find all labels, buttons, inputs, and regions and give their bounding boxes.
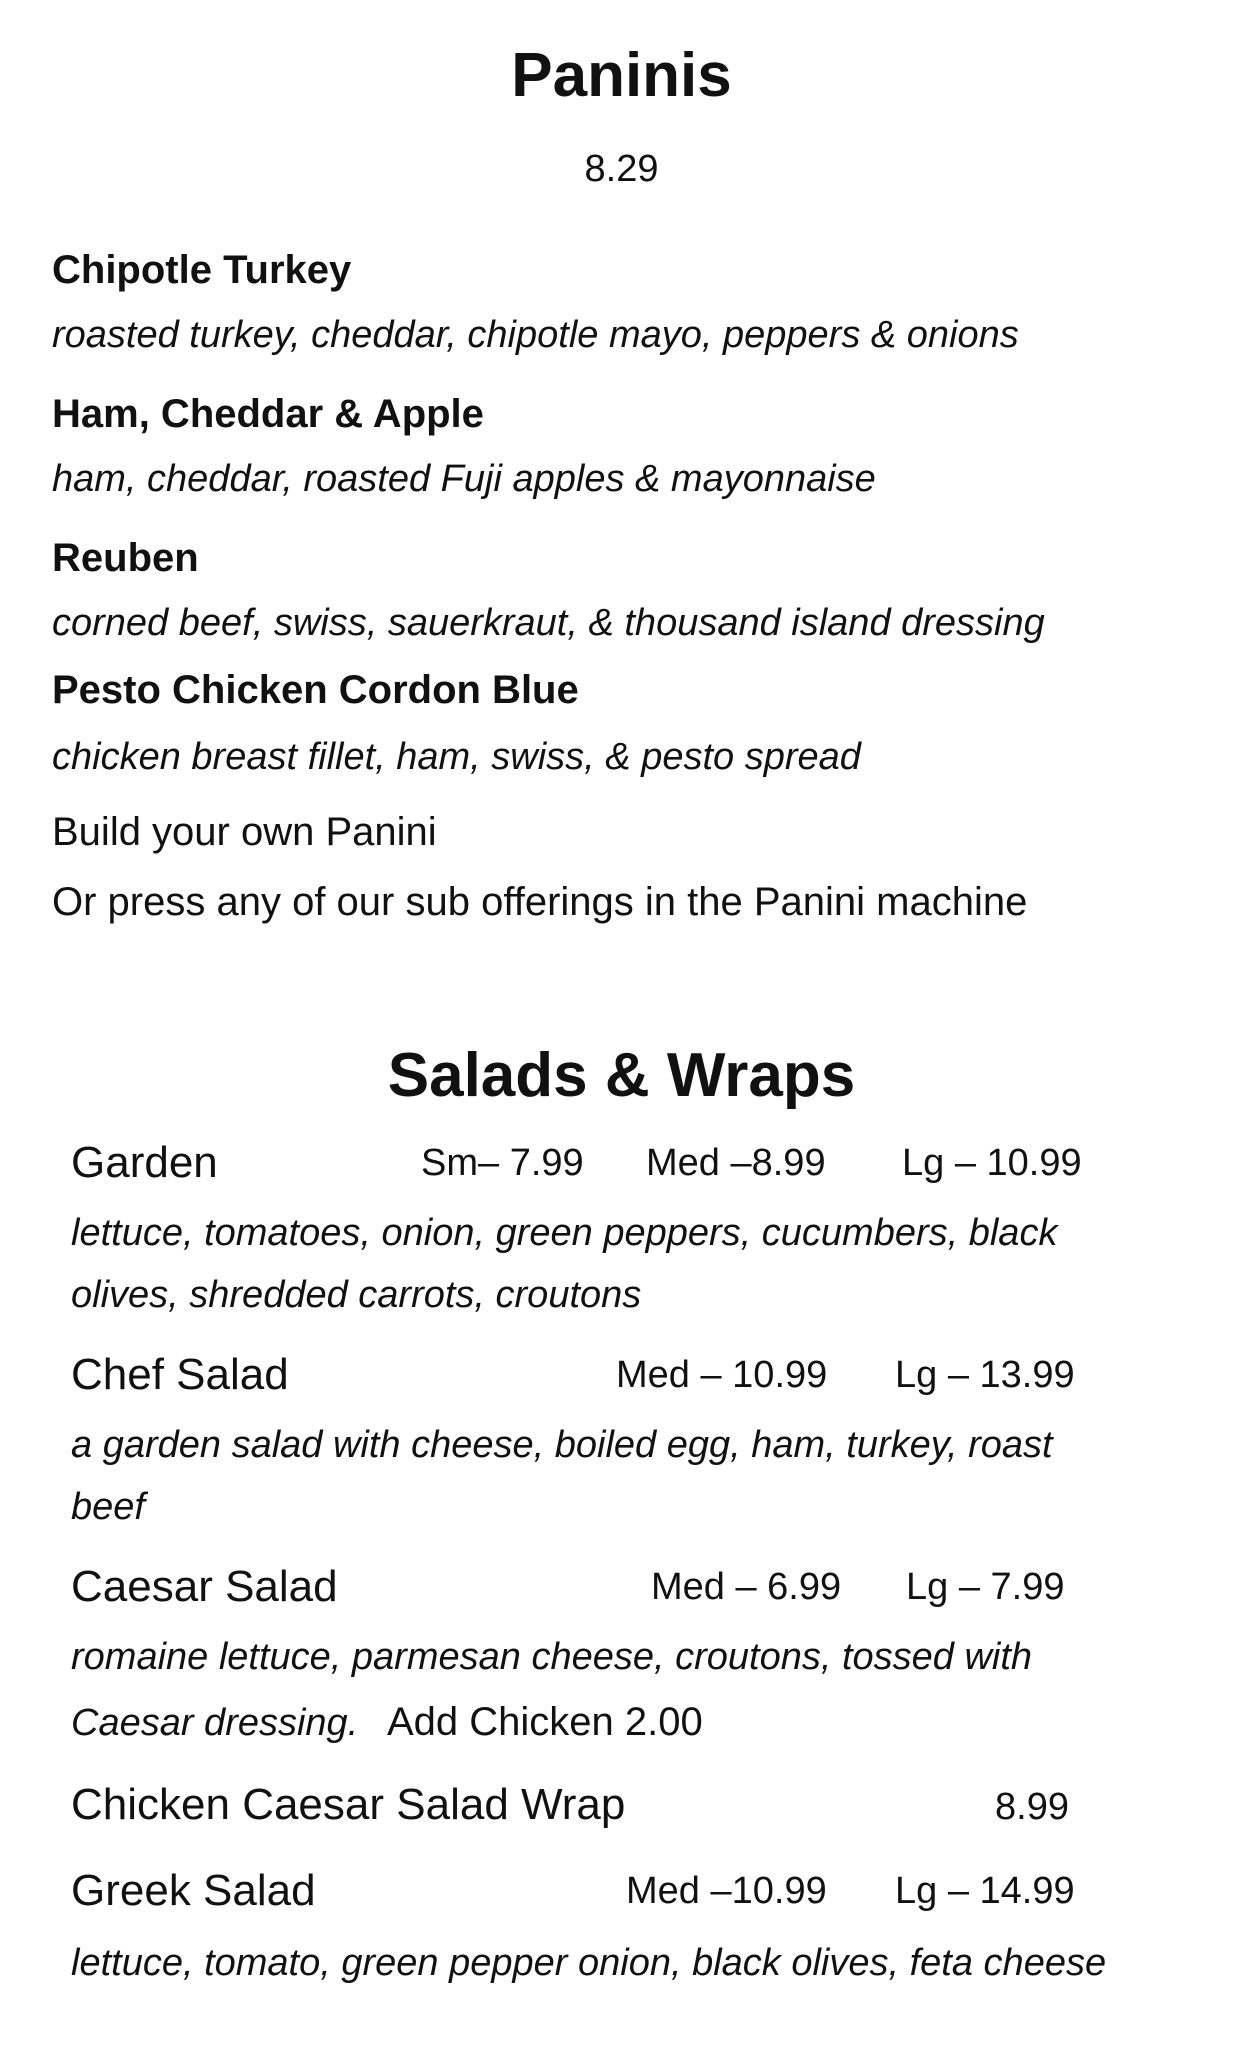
chef-price-lg: Lg – 13.99: [895, 1354, 1075, 1396]
salad-name-chef: Chef Salad: [71, 1350, 289, 1399]
item-name-reuben: Reuben: [52, 536, 199, 580]
paninis-title: Paninis: [511, 41, 732, 110]
paninis-price: 8.29: [584, 148, 659, 190]
press-sub-line: Or press any of our sub offerings in the Panini machine: [52, 880, 1028, 924]
wrap-price: 8.99: [995, 1786, 1069, 1828]
salad-name-greek: Greek Salad: [71, 1866, 316, 1915]
salads-title: Salads & Wraps: [387, 1041, 856, 1110]
caesar-addon-chicken: Add Chicken 2.00: [387, 1700, 703, 1744]
caesar-price-med: Med – 6.99: [651, 1566, 842, 1608]
garden-desc-line2: olives, shredded carrots, croutons: [71, 1274, 642, 1316]
item-desc-reuben: corned beef, swiss, sauerkraut, & thousand island dressing: [52, 602, 1045, 644]
greek-price-med: Med –10.99: [626, 1870, 827, 1912]
salad-name-garden: Garden: [71, 1138, 218, 1187]
item-name-ham-cheddar-apple: Ham, Cheddar & Apple: [52, 392, 484, 436]
caesar-desc-line2: Caesar dressing.: [71, 1702, 359, 1744]
garden-price-lg: Lg – 10.99: [902, 1142, 1082, 1184]
caesar-desc-line1: romaine lettuce, parmesan cheese, croutons, tossed with: [71, 1636, 1033, 1678]
garden-price-med: Med –8.99: [646, 1142, 826, 1184]
wrap-name-chicken-caesar: Chicken Caesar Salad Wrap: [71, 1780, 626, 1829]
item-desc-ham-cheddar-apple: ham, cheddar, roasted Fuji apples & mayonnaise: [52, 458, 876, 500]
salad-name-caesar: Caesar Salad: [71, 1562, 338, 1611]
chef-desc-line2: beef: [71, 1486, 145, 1528]
build-your-own-line: Build your own Panini: [52, 810, 437, 854]
item-name-chipotle-turkey: Chipotle Turkey: [52, 248, 352, 292]
item-name-pesto-chicken: Pesto Chicken Cordon Blue: [52, 668, 579, 712]
garden-price-sm: Sm– 7.99: [421, 1142, 584, 1184]
chef-price-med: Med – 10.99: [616, 1354, 828, 1396]
garden-desc-line1: lettuce, tomatoes, onion, green peppers, cucumbers, black: [71, 1212, 1058, 1254]
chef-desc-line1: a garden salad with cheese, boiled egg, ham, turkey, roast: [71, 1424, 1053, 1466]
item-desc-pesto-chicken: chicken breast fillet, ham, swiss, & pesto spread: [52, 736, 861, 778]
item-desc-chipotle-turkey: roasted turkey, cheddar, chipotle mayo, peppers & onions: [52, 314, 1019, 356]
greek-price-lg: Lg – 14.99: [895, 1870, 1075, 1912]
caesar-price-lg: Lg – 7.99: [906, 1566, 1065, 1608]
greek-desc-line1: lettuce, tomato, green pepper onion, black olives, feta cheese: [71, 1942, 1107, 1984]
